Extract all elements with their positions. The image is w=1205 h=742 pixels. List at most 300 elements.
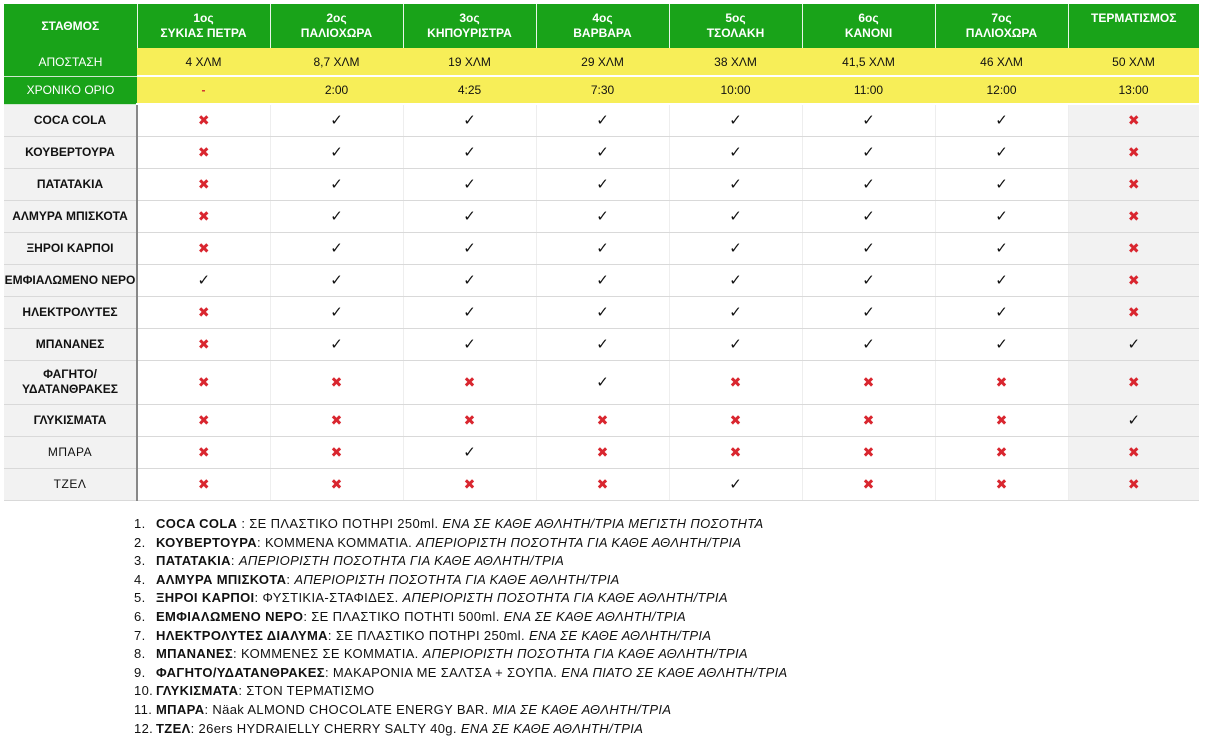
station-header-5 <box>669 4 802 48</box>
check-icon: ✓ <box>596 271 609 289</box>
item-row <box>4 200 1199 232</box>
availability-cell <box>935 360 1068 404</box>
cross-icon: ✖ <box>330 475 343 492</box>
note-item-name: ΗΛΕΚΤΡΟΛΥΤΕΣ ΔΙΑΛΥΜΑ <box>156 627 328 643</box>
check-icon: ✓ <box>995 303 1008 321</box>
availability-cell <box>137 404 270 436</box>
cross-icon: ✖ <box>197 207 210 224</box>
aid-stations-table <box>4 4 1199 501</box>
check-icon: ✓ <box>463 239 476 257</box>
check-icon: ✓ <box>1127 335 1141 353</box>
availability-cell <box>935 436 1068 468</box>
check-icon: ✓ <box>463 175 476 193</box>
note-number: 9. <box>134 664 146 680</box>
check-icon: ✓ <box>729 143 742 161</box>
station-name: ΚΗΠΟΥΡΙΣΤΡΑ <box>427 26 512 40</box>
availability-cell <box>270 104 403 136</box>
note-number: 10. <box>134 683 154 699</box>
check-icon: ✓ <box>995 271 1008 289</box>
note-number: 3. <box>134 553 146 569</box>
cross-icon: ✖ <box>1127 443 1140 460</box>
availability-cell <box>137 168 270 200</box>
availability-cell <box>403 404 536 436</box>
note-item <box>134 571 788 590</box>
cross-icon: ✖ <box>197 443 210 460</box>
check-icon: ✓ <box>729 303 742 321</box>
item-row <box>4 436 1199 468</box>
cross-icon: ✖ <box>197 175 210 192</box>
note-quantity: ΕΝΑ ΠΙΑΤΟ ΣΕ ΚΑΘΕ ΑΘΛΗΤΗ/ΤΡΙΑ <box>561 664 788 680</box>
station-number: 7ος <box>991 11 1012 25</box>
cross-icon: ✖ <box>862 411 875 428</box>
station-header-6 <box>802 4 935 48</box>
check-icon: ✓ <box>862 335 875 353</box>
availability-cell <box>1068 136 1199 168</box>
availability-cell <box>137 328 270 360</box>
station-number: ΤΕΡΜΑΤΙΣΜΟΣ <box>1091 11 1177 25</box>
availability-cell <box>669 468 802 500</box>
distance-value: 46 ΧΛΜ <box>935 48 1068 76</box>
availability-cell <box>270 328 403 360</box>
check-icon: ✓ <box>995 207 1008 225</box>
check-icon: ✓ <box>862 303 875 321</box>
availability-cell <box>935 328 1068 360</box>
availability-cell <box>935 200 1068 232</box>
check-icon: ✓ <box>463 271 476 289</box>
availability-cell <box>1068 360 1199 404</box>
time-limit-row <box>4 76 1199 104</box>
cross-icon: ✖ <box>1127 143 1140 160</box>
availability-cell <box>1068 468 1199 500</box>
station-header-8 <box>1068 4 1199 48</box>
check-icon: ✓ <box>995 335 1008 353</box>
note-item <box>134 720 788 739</box>
note-description: : ΚΟΜΜΕΝΕΣ ΣΕ ΚΟΜΜΑΤΙΑ. <box>233 646 423 662</box>
note-description: : ΜΑΚΑΡΟΝΙΑ ΜΕ ΣΑΛΤΣΑ + ΣΟΥΠΑ. <box>324 664 562 680</box>
availability-cell <box>403 360 536 404</box>
check-icon: ✓ <box>596 143 609 161</box>
availability-cell <box>536 264 669 296</box>
availability-cell <box>935 232 1068 264</box>
cross-icon: ✖ <box>995 373 1008 390</box>
check-icon: ✓ <box>995 239 1008 257</box>
station-header-2 <box>270 4 403 48</box>
availability-cell <box>669 168 802 200</box>
distance-value: 29 ΧΛΜ <box>536 48 669 76</box>
availability-cell <box>137 296 270 328</box>
station-name: ΠΑΛΙΟΧΩΡΑ <box>300 26 373 40</box>
note-description: : ΣΕ ΠΛΑΣΤΙΚΟ ΠΟΤΗΡΙ 250ml. <box>327 627 529 643</box>
availability-cell <box>669 296 802 328</box>
note-item-name: ΜΠΑΡΑ <box>156 701 205 717</box>
note-number: 4. <box>134 571 146 587</box>
item-label: ΓΛΥΚΙΣΜΑΤΑ <box>4 404 137 436</box>
cross-icon: ✖ <box>1127 373 1140 390</box>
check-icon: ✓ <box>596 303 609 321</box>
note-item <box>134 682 788 701</box>
note-item-name: ΦΑΓΗΤΟ/ΥΔΑΤΑΝΘΡΑΚΕΣ <box>156 664 325 680</box>
availability-cell <box>536 168 669 200</box>
note-item-name: ΓΛΥΚΙΣΜΑΤΑ <box>156 683 239 699</box>
availability-cell <box>669 436 802 468</box>
check-icon: ✓ <box>596 175 609 193</box>
station-name: ΠΑΛΙΟΧΩΡΑ <box>965 26 1038 40</box>
item-row <box>4 328 1199 360</box>
availability-cell <box>802 136 935 168</box>
availability-cell <box>137 360 270 404</box>
check-icon: ✓ <box>729 175 742 193</box>
cross-icon: ✖ <box>197 411 210 428</box>
availability-cell <box>270 136 403 168</box>
distance-label: ΑΠΟΣΤΑΣΗ <box>4 48 137 76</box>
availability-cell <box>403 264 536 296</box>
cross-icon: ✖ <box>995 411 1008 428</box>
cross-icon: ✖ <box>862 475 875 492</box>
item-row <box>4 232 1199 264</box>
time-limit-value: 13:00 <box>1068 76 1199 104</box>
cross-icon: ✖ <box>1127 207 1140 224</box>
cross-icon: ✖ <box>729 411 742 428</box>
check-icon: ✓ <box>862 207 875 225</box>
item-label: ΤΖΕΛ <box>4 468 137 500</box>
item-label: ΜΠΑΡΑ <box>4 436 137 468</box>
availability-cell <box>669 104 802 136</box>
note-item-name: ΕΜΦΙΑΛΩΜΕΝΟ ΝΕΡΟ <box>156 608 304 624</box>
station-header-1 <box>137 4 270 48</box>
distance-value: 8,7 ΧΛΜ <box>270 48 403 76</box>
availability-cell <box>403 296 536 328</box>
availability-cell <box>403 436 536 468</box>
item-label: ΦΑΓΗΤΟ/ ΥΔΑΤΑΝΘΡΑΚΕΣ <box>4 360 137 404</box>
availability-cell <box>802 200 935 232</box>
check-icon: ✓ <box>995 175 1008 193</box>
item-row <box>4 404 1199 436</box>
station-number: 6ος <box>858 11 879 25</box>
check-icon: ✓ <box>197 271 211 289</box>
item-row <box>4 264 1199 296</box>
availability-cell <box>935 264 1068 296</box>
note-description: : ΚΟΜΜΕΝΑ ΚΟΜΜΑΤΙΑ. <box>257 534 417 550</box>
check-icon: ✓ <box>330 111 343 129</box>
cross-icon: ✖ <box>463 475 476 492</box>
check-icon: ✓ <box>729 475 742 493</box>
station-name: ΒΑΡΒΑΡΑ <box>573 26 632 40</box>
availability-cell <box>935 136 1068 168</box>
note-quantity: ΑΠΕΡΙΟΡΙΣΤΗ ΠΟΣΟΤΗΤΑ ΓΙΑ ΚΑΘΕ ΑΘΛΗΤΗ/ΤΡΙΑ <box>416 534 742 550</box>
availability-cell <box>137 104 270 136</box>
cross-icon: ✖ <box>729 373 742 390</box>
check-icon: ✓ <box>463 443 476 461</box>
availability-cell <box>669 264 802 296</box>
check-icon: ✓ <box>729 271 742 289</box>
check-icon: ✓ <box>463 207 476 225</box>
distance-row <box>4 48 1199 76</box>
availability-cell <box>1068 200 1199 232</box>
cross-icon: ✖ <box>463 373 476 390</box>
cross-icon: ✖ <box>197 239 210 256</box>
availability-cell <box>403 136 536 168</box>
cross-icon: ✖ <box>330 443 343 460</box>
time-limit-label: ΧΡΟΝΙΚΟ ΟΡΙΟ <box>4 76 137 104</box>
time-limit-value: 7:30 <box>536 76 669 104</box>
availability-cell <box>403 468 536 500</box>
check-icon: ✓ <box>330 303 343 321</box>
item-label: ΜΠΑΝΑΝΕΣ <box>4 328 137 360</box>
note-description: : 26ers HYDRAIELLY CHERRY SALTY 40g. <box>190 720 461 736</box>
cross-icon: ✖ <box>995 475 1008 492</box>
availability-cell <box>669 136 802 168</box>
check-icon: ✓ <box>330 239 343 257</box>
availability-cell <box>403 328 536 360</box>
item-row <box>4 136 1199 168</box>
note-item-name: ΑΛΜΥΡΑ ΜΠΙΣΚΟΤΑ <box>156 571 287 587</box>
item-label: ΠΑΤΑΤΑΚΙΑ <box>4 168 137 200</box>
availability-cell <box>536 200 669 232</box>
availability-cell <box>1068 104 1199 136</box>
station-header-3 <box>403 4 536 48</box>
item-label: ΞΗΡΟΙ ΚΑΡΠΟΙ <box>4 232 137 264</box>
cross-icon: ✖ <box>1127 111 1140 128</box>
availability-cell <box>1068 436 1199 468</box>
availability-cell <box>270 200 403 232</box>
availability-cell <box>802 468 935 500</box>
cross-icon: ✖ <box>995 443 1008 460</box>
check-icon: ✓ <box>862 271 875 289</box>
time-limit-value: 2:00 <box>270 76 403 104</box>
note-description: : <box>286 571 295 587</box>
item-row <box>4 104 1199 136</box>
cross-icon: ✖ <box>197 475 210 492</box>
availability-cell <box>403 168 536 200</box>
availability-cell <box>536 468 669 500</box>
availability-cell <box>403 200 536 232</box>
cross-icon: ✖ <box>197 303 210 320</box>
check-icon: ✓ <box>995 143 1008 161</box>
availability-cell <box>536 104 669 136</box>
availability-cell <box>802 264 935 296</box>
note-description: : ΣΕ ΠΛΑΣΤΙΚΟ ΠΟΤΗΤΙ 500ml. <box>303 608 504 624</box>
check-icon: ✓ <box>729 207 742 225</box>
check-icon: ✓ <box>330 335 343 353</box>
note-number: 2. <box>134 534 146 550</box>
item-row <box>4 468 1199 500</box>
availability-cell <box>669 232 802 264</box>
note-description: : <box>230 553 239 569</box>
availability-cell <box>1068 328 1199 360</box>
cross-icon: ✖ <box>197 111 210 128</box>
note-description: : ΦΥΣΤΙΚΙΑ-ΣΤΑΦΙΔΕΣ. <box>254 590 403 606</box>
check-icon: ✓ <box>729 111 742 129</box>
cross-icon: ✖ <box>1127 271 1140 288</box>
cross-icon: ✖ <box>729 443 742 460</box>
check-icon: ✓ <box>330 271 343 289</box>
availability-cell <box>270 468 403 500</box>
availability-cell <box>536 436 669 468</box>
availability-cell <box>802 104 935 136</box>
availability-cell <box>935 104 1068 136</box>
item-row <box>4 168 1199 200</box>
note-description: : Näak ALMOND CHOCOLATE ENERGY BAR. <box>204 701 493 717</box>
station-header-label: ΣΤΑΘΜΟΣ <box>4 4 137 48</box>
availability-cell <box>403 104 536 136</box>
availability-cell <box>802 232 935 264</box>
note-item <box>134 552 788 571</box>
station-number: 1ος <box>193 11 214 25</box>
availability-cell <box>1068 232 1199 264</box>
note-number: 8. <box>134 646 146 662</box>
cross-icon: ✖ <box>596 411 609 428</box>
availability-cell <box>802 404 935 436</box>
station-name: ΚΑΝΟΝΙ <box>844 26 893 40</box>
availability-cell <box>935 404 1068 436</box>
check-icon: ✓ <box>729 335 742 353</box>
cross-icon: ✖ <box>862 373 875 390</box>
availability-cell <box>270 360 403 404</box>
item-row <box>4 360 1199 404</box>
availability-cell <box>802 436 935 468</box>
availability-cell <box>270 296 403 328</box>
availability-cell <box>536 360 669 404</box>
distance-value: 38 ΧΛΜ <box>669 48 802 76</box>
check-icon: ✓ <box>596 239 609 257</box>
cross-icon: ✖ <box>197 143 210 160</box>
availability-cell <box>137 232 270 264</box>
check-icon: ✓ <box>596 335 609 353</box>
availability-cell <box>935 296 1068 328</box>
availability-cell <box>669 360 802 404</box>
availability-cell <box>536 232 669 264</box>
availability-cell <box>802 360 935 404</box>
check-icon: ✓ <box>596 207 609 225</box>
availability-cell <box>536 136 669 168</box>
item-label: ΚΟΥΒΕΡΤΟΥΡΑ <box>4 136 137 168</box>
check-icon: ✓ <box>463 143 476 161</box>
note-number: 6. <box>134 608 146 624</box>
note-description: : ΣΤΟΝ ΤΕΡΜΑΤΙΣΜΟ <box>238 683 375 699</box>
check-icon: ✓ <box>862 111 875 129</box>
note-item <box>134 608 788 627</box>
cross-icon: ✖ <box>596 475 609 492</box>
availability-cell <box>935 168 1068 200</box>
check-icon: ✓ <box>463 303 476 321</box>
note-quantity: ΑΠΕΡΙΟΡΙΣΤΗ ΠΟΣΟΤΗΤΑ ΓΙΑ ΚΑΘΕ ΑΘΛΗΤΗ/ΤΡΙΑ <box>402 590 728 606</box>
availability-cell <box>137 264 270 296</box>
note-quantity: ΑΠΕΡΙΟΡΙΣΤΗ ΠΟΣΟΤΗΤΑ ΓΙΑ ΚΑΘΕ ΑΘΛΗΤΗ/ΤΡΙΑ <box>294 571 620 587</box>
station-header-7 <box>935 4 1068 48</box>
time-limit-value: 11:00 <box>802 76 935 104</box>
availability-cell <box>669 328 802 360</box>
distance-value: 41,5 ΧΛΜ <box>802 48 935 76</box>
time-limit-value: - <box>137 76 270 104</box>
availability-cell <box>137 136 270 168</box>
check-icon: ✓ <box>463 335 476 353</box>
cross-icon: ✖ <box>862 443 875 460</box>
note-item <box>134 664 788 683</box>
note-item-name: ΞΗΡΟΙ ΚΑΡΠΟΙ <box>156 590 255 606</box>
availability-cell <box>137 436 270 468</box>
note-item-name: COCA COLA <box>156 516 238 531</box>
check-icon: ✓ <box>596 111 609 129</box>
availability-cell <box>270 404 403 436</box>
availability-cell <box>669 404 802 436</box>
availability-cell <box>536 296 669 328</box>
cross-icon: ✖ <box>330 411 343 428</box>
item-label: ΗΛΕΚΤΡΟΛΥΤΕΣ <box>4 296 137 328</box>
note-number: 7. <box>134 627 146 643</box>
availability-cell <box>1068 296 1199 328</box>
cross-icon: ✖ <box>1127 175 1140 192</box>
availability-cell <box>270 168 403 200</box>
availability-cell <box>669 200 802 232</box>
station-number: 3ος <box>459 11 480 25</box>
station-name: ΣΥΚΙΑΣ ΠΕΤΡΑ <box>160 26 247 40</box>
note-item <box>134 515 788 534</box>
cross-icon: ✖ <box>1127 475 1140 492</box>
availability-cell <box>536 404 669 436</box>
check-icon: ✓ <box>463 111 476 129</box>
item-label: COCA COLA <box>4 104 137 136</box>
check-icon: ✓ <box>330 175 343 193</box>
check-icon: ✓ <box>1127 411 1141 429</box>
availability-cell <box>935 468 1068 500</box>
note-item <box>134 645 788 664</box>
note-quantity: ΕΝΑ ΣΕ ΚΑΘΕ ΑΘΛΗΤΗ/ΤΡΙΑ <box>460 720 644 736</box>
cross-icon: ✖ <box>197 335 210 352</box>
check-icon: ✓ <box>862 175 875 193</box>
availability-cell <box>536 328 669 360</box>
note-quantity: ΕΝΑ ΣΕ ΚΑΘΕ ΑΘΛΗΤΗ/ΤΡΙΑ <box>503 608 687 624</box>
station-header-4 <box>536 4 669 48</box>
cross-icon: ✖ <box>330 373 343 390</box>
availability-cell <box>137 468 270 500</box>
note-item <box>134 534 788 553</box>
check-icon: ✓ <box>596 373 609 391</box>
time-limit-value: 4:25 <box>403 76 536 104</box>
note-item-name: ΠΑΤΑΤΑΚΙΑ <box>156 553 231 569</box>
availability-cell <box>802 296 935 328</box>
availability-cell <box>802 168 935 200</box>
item-notes-list <box>134 515 788 738</box>
note-number: 5. <box>134 590 146 606</box>
station-number: 4ος <box>592 11 613 25</box>
cross-icon: ✖ <box>1127 303 1140 320</box>
item-label: ΕΜΦΙΑΛΩΜΕΝΟ ΝΕΡΟ <box>4 264 137 296</box>
note-item-name: ΚΟΥΒΕΡΤΟΥΡΑ <box>156 534 258 550</box>
check-icon: ✓ <box>995 111 1008 129</box>
distance-value: 50 ΧΛΜ <box>1068 48 1199 76</box>
distance-value: 19 ΧΛΜ <box>403 48 536 76</box>
note-quantity: ΕΝΑ ΣΕ ΚΑΘΕ ΑΘΛΗΤΗ/ΤΡΙΑ ΜΕΓΙΣΤΗ ΠΟΣΟΤΗΤΑ <box>442 516 764 531</box>
check-icon: ✓ <box>862 239 875 257</box>
availability-cell <box>802 328 935 360</box>
note-item <box>134 701 788 720</box>
availability-cell <box>270 264 403 296</box>
cross-icon: ✖ <box>1127 239 1140 256</box>
item-row <box>4 296 1199 328</box>
time-limit-value: 10:00 <box>669 76 802 104</box>
note-quantity: ΜΙΑ ΣΕ ΚΑΘΕ ΑΘΛΗΤΗ/ΤΡΙΑ <box>492 701 672 717</box>
check-icon: ✓ <box>862 143 875 161</box>
item-label: ΑΛΜΥΡΑ ΜΠΙΣΚΟΤΑ <box>4 200 137 232</box>
note-number: 12. <box>134 720 154 736</box>
station-number: 5ος <box>725 11 746 25</box>
note-item-name: ΤΖΕΛ <box>156 720 191 736</box>
note-item <box>134 627 788 646</box>
availability-cell <box>403 232 536 264</box>
availability-cell <box>270 232 403 264</box>
availability-cell <box>137 200 270 232</box>
note-item-name: ΜΠΑΝΑΝΕΣ <box>156 646 234 662</box>
